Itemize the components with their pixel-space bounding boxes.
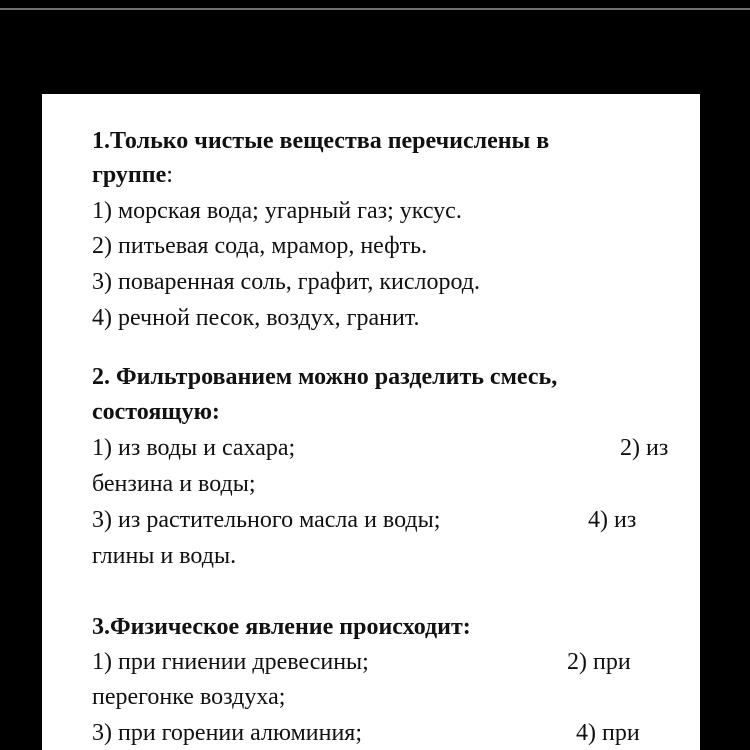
q2-option-2-start: 2) из bbox=[620, 435, 669, 461]
q3-heading: 3.Физическое явление происходит: bbox=[92, 614, 471, 640]
q3-option-2-start: 2) при bbox=[567, 649, 631, 675]
q2-option-4-start: 4) из bbox=[588, 507, 637, 533]
q3-option-2-end: перегонке воздуха; bbox=[92, 684, 286, 710]
q1-option-2: 2) питьевая сода, мрамор, нефть. bbox=[92, 233, 428, 259]
q1-heading-line1: 1.Только чистые вещества перечислены в bbox=[92, 128, 550, 154]
q2-heading-line1: 2. Фильтрованием можно разделить смесь, bbox=[92, 364, 558, 390]
q1-heading-line2 bbox=[92, 158, 173, 192]
worksheet-page bbox=[42, 94, 700, 750]
top-divider bbox=[0, 8, 750, 10]
q2-option-1: 1) из воды и сахара; bbox=[92, 435, 296, 461]
q2-option-4-end: глины и воды. bbox=[92, 543, 237, 569]
q1-option-1: 1) морская вода; угарный газ; уксус. bbox=[92, 198, 462, 224]
q2-option-2-end: бензина и воды; bbox=[92, 471, 256, 497]
q2-option-3: 3) из растительного масла и воды; bbox=[92, 507, 441, 533]
q1-option-4: 4) речной песок, воздух, гранит. bbox=[92, 305, 420, 331]
q2-heading-line2: состоящую: bbox=[92, 399, 220, 425]
q3-option-4-start: 4) при bbox=[576, 720, 640, 746]
q1-heading-colon: : bbox=[166, 162, 173, 188]
q1-heading-word: группе bbox=[92, 162, 167, 188]
q1-option-3: 3) поваренная соль, графит, кислород. bbox=[92, 269, 481, 295]
q3-option-1: 1) при гниении древесины; bbox=[92, 649, 369, 675]
q3-option-3: 3) при горении алюминия; bbox=[92, 720, 362, 746]
